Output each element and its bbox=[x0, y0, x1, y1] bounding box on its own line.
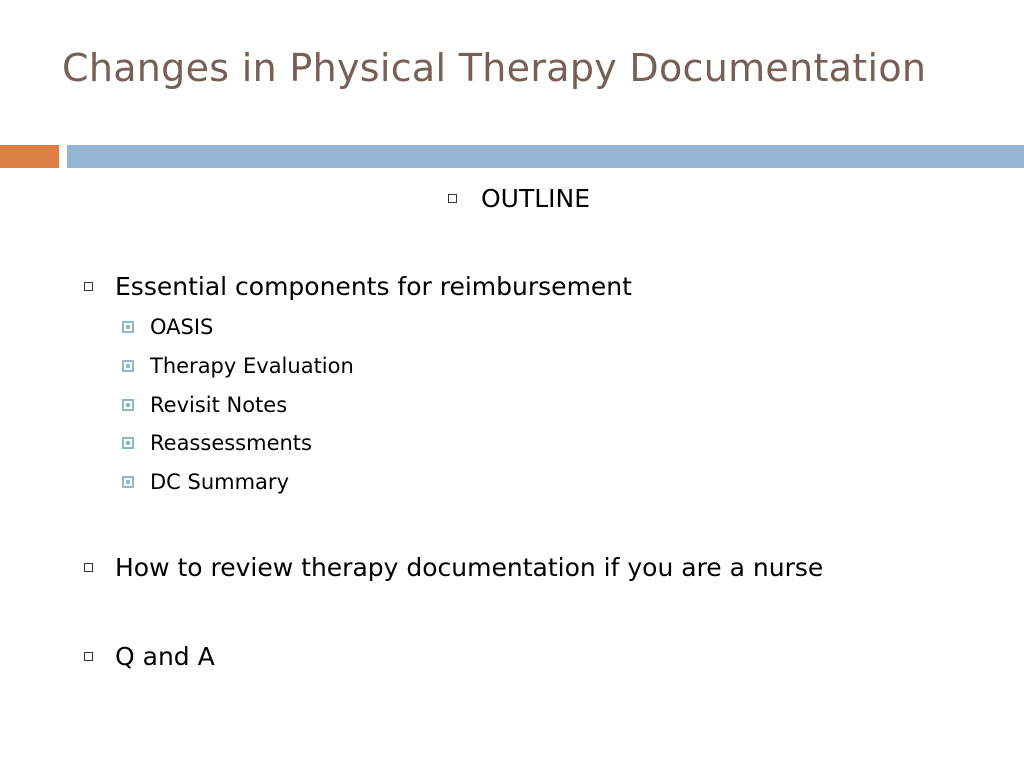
sub-list-item bbox=[122, 393, 287, 417]
outline-label: OUTLINE bbox=[481, 184, 591, 213]
list-item-label: Essential components for reimbursement bbox=[115, 272, 632, 301]
hollow-square-icon bbox=[84, 652, 93, 661]
outline-heading bbox=[448, 184, 590, 213]
list-item bbox=[84, 272, 632, 301]
hollow-square-icon bbox=[84, 563, 93, 572]
list-item-label: How to review therapy documentation if you are a nurse bbox=[115, 553, 824, 582]
slide-title: Changes in Physical Therapy Documentation bbox=[62, 46, 927, 90]
accent-bar-orange bbox=[0, 145, 59, 168]
list-item bbox=[84, 553, 823, 582]
sub-list-item bbox=[122, 470, 289, 494]
sub-list-item-label: OASIS bbox=[150, 315, 214, 339]
sub-list-item bbox=[122, 315, 213, 339]
accent-bar-blue bbox=[67, 145, 1024, 168]
square-bullet-icon bbox=[122, 437, 134, 449]
sub-list-item bbox=[122, 431, 312, 455]
square-bullet-icon bbox=[122, 321, 134, 333]
sub-list-item-label: DC Summary bbox=[150, 470, 289, 494]
square-bullet-icon bbox=[122, 360, 134, 372]
hollow-square-icon bbox=[84, 282, 93, 291]
hollow-square-icon bbox=[448, 194, 457, 203]
sub-list-item-label: Revisit Notes bbox=[150, 393, 288, 417]
list-item bbox=[84, 642, 215, 671]
sub-list-item-label: Reassessments bbox=[150, 431, 312, 455]
square-bullet-icon bbox=[122, 399, 134, 411]
sub-list-item bbox=[122, 354, 354, 378]
list-item-label: Q and A bbox=[115, 642, 215, 671]
sub-list-item-label: Therapy Evaluation bbox=[150, 354, 354, 378]
square-bullet-icon bbox=[122, 476, 134, 488]
